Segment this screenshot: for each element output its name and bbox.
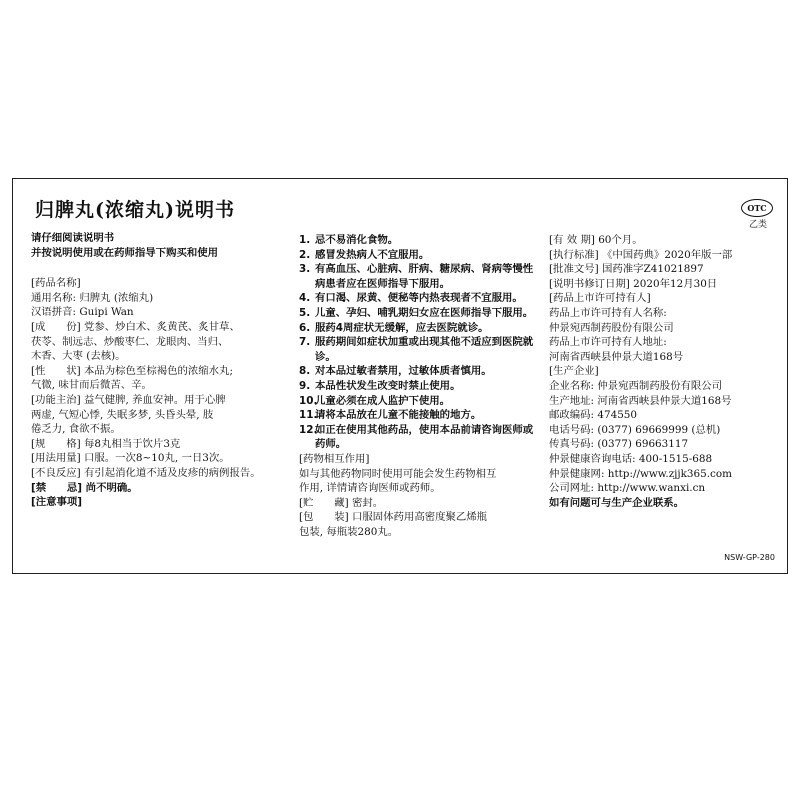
precaution-item [299, 423, 539, 452]
precaution-number: 1. [299, 234, 311, 246]
precaution-item [299, 394, 539, 409]
precaution-text: 对本品过敏者禁用，过敏体质者慎用。 [315, 365, 492, 378]
precaution-text: 服药期间如症状加重或出现其他不适应到医院就诊。 [315, 336, 534, 363]
right-text-line: [药品上市许可持有人] [549, 292, 651, 305]
precaution-item [299, 364, 539, 379]
left-text-line: [成 份] 党参、炒白术、炙黄芪、炙甘草、 [31, 320, 240, 333]
middle-text-line: 包装, 每瓶装280丸。 [299, 525, 399, 538]
right-text-line: 药品上市许可持有人名称: [549, 306, 667, 319]
precaution-number: 5. [299, 306, 311, 319]
interaction-storage-package [299, 452, 539, 540]
precaution-number: 10. [299, 394, 318, 407]
right-text-line: 生产地址: 河南省西峡县仲景大道168号 [549, 394, 732, 407]
precautions-list [299, 233, 539, 452]
right-text-line: 仲景健康咨询电话: 400-1515-688 [549, 452, 713, 465]
precaution-number: 4. [299, 292, 311, 305]
precaution-number: 8. [299, 365, 311, 378]
precaution-text: 有口渴、尿黄、便秘等内热表现者不宜服用。 [315, 292, 523, 305]
left-text-line: [药品名称] [31, 277, 81, 290]
precaution-text: 儿童、孕妇、哺乳期妇女应在医师指导下服用。 [315, 306, 534, 319]
precaution-item [299, 335, 539, 364]
precaution-text: 忌不易消化食物。 [315, 234, 399, 246]
left-text-line: [性 状] 本品为棕色至棕褐色的浓缩水丸; [31, 364, 233, 377]
left-text-line: [不良反应] 有引起消化道不适及皮疹的病例报告。 [31, 466, 261, 479]
precaution-item [299, 262, 539, 291]
left-text-line: [用法用量] 口服。一次8~10丸, 一日3次。 [31, 452, 230, 465]
document-code: NSW-GP-280 [724, 553, 775, 562]
right-text-line: [有 效 期] 60个月。 [549, 234, 643, 246]
precaution-number: 7. [299, 336, 311, 349]
left-text-line: 倦乏力, 食欲不振。 [31, 423, 121, 436]
right-text-line: 传真号码: (0377) 69663117 [549, 438, 689, 451]
right-text-line: 仲景宛西制药股份有限公司 [549, 321, 674, 334]
precaution-text: 有高血压、心脏病、肝病、糖尿病、肾病等慢性病患者应在医师指导下服用。 [315, 263, 534, 290]
precaution-item [299, 248, 539, 263]
precaution-item [299, 291, 539, 306]
precaution-number: 12. [299, 423, 318, 436]
document-title: 归脾丸(浓缩丸)说明书 [35, 199, 235, 221]
left-text-line: 汉语拼音: Guipi Wan [31, 306, 134, 319]
right-text-line: 电话号码: (0377) 69669999 (总机) [549, 423, 721, 436]
precaution-number: 11. [299, 409, 318, 422]
precaution-text: 请将本品放在儿童不能接触的地方。 [315, 409, 482, 422]
read-notice-line: 并按说明使用或在药师指导下购买和使用 [31, 246, 219, 259]
left-text-line: 通用名称: 归脾丸 (浓缩丸) [31, 291, 154, 304]
precaution-text: 儿童必须在成人监护下使用。 [315, 394, 451, 407]
middle-text-line: [贮 藏] 密封。 [299, 496, 384, 509]
precaution-item [299, 306, 539, 321]
precaution-number: 9. [299, 379, 311, 392]
middle-text-line: [包 装] 口服固体药用高密度聚乙烯瓶 [299, 511, 488, 524]
right-text-line: [执行标准] 《中国药典》2020年版一部 [549, 248, 733, 261]
left-text-line: 气微, 味甘而后微苦、辛。 [31, 379, 152, 392]
precaution-text: 感冒发热病人不宜服用。 [315, 248, 430, 261]
left-text-line: [注意事项] [31, 496, 83, 509]
right-text-line: 企业名称: 仲景宛西制药股份有限公司 [549, 379, 723, 392]
precaution-item [299, 408, 539, 423]
precaution-number: 2. [299, 248, 311, 261]
instruction-leaflet [12, 178, 788, 574]
precaution-text: 如正在使用其他药品，使用本品前请咨询医师或药师。 [315, 423, 534, 451]
left-text-line: 两虚, 气短心悸, 失眠多梦, 头昏头晕, 肢 [31, 408, 214, 421]
right-text-line: [生产企业] [549, 365, 599, 378]
left-text-line: 木香、大枣 (去核)。 [31, 350, 126, 363]
right-text-line: 仲景健康网: http://www.zjjk365.com [549, 467, 732, 480]
otc-category: 乙类 [748, 220, 767, 230]
left-section-list [31, 276, 285, 510]
right-text-line: 邮政编码: 474550 [549, 409, 638, 422]
right-text-line: 药品上市许可持有人地址: [549, 336, 667, 349]
read-notice-line: 请仔细阅读说明书 [31, 232, 115, 244]
right-text-line: [说明书修订日期] 2020年12月30日 [549, 277, 718, 290]
precaution-item [299, 379, 539, 394]
right-text-line: [批准文号] 国药准字Z41021897 [549, 263, 704, 276]
precaution-item [299, 321, 539, 336]
precaution-item [299, 233, 539, 248]
middle-text-line: [药物相互作用] [299, 452, 370, 465]
right-column [549, 233, 781, 510]
right-text-line: 公司网址: http://www.wanxi.cn [549, 482, 706, 495]
left-text-line: [规 格] 每8丸相当于饮片3克 [31, 437, 181, 450]
precaution-text: 服药4周症状无缓解，应去医院就诊。 [315, 321, 489, 334]
right-text-line: 如有问题可与生产企业联系。 [549, 496, 685, 509]
middle-text-line: 如与其他药物同时使用可能会发生药物相互 [299, 467, 497, 480]
left-text-line: 茯苓、制远志、炒酸枣仁、龙眼肉、当归、 [31, 335, 229, 348]
left-text-line: [禁 忌] 尚不明确。 [31, 481, 138, 494]
right-section-list [549, 233, 781, 510]
left-text-line: [功能主治] 益气健脾, 养血安神。用于心脾 [31, 393, 226, 406]
middle-column [299, 233, 539, 539]
precaution-text: 本品性状发生改变时禁止使用。 [315, 379, 461, 392]
precaution-number: 3. [299, 263, 311, 276]
left-column [31, 231, 285, 510]
precaution-number: 6. [299, 321, 311, 334]
right-text-line: 河南省西峡县仲景大道168号 [549, 350, 684, 363]
otc-badge: OTC [741, 199, 773, 217]
middle-text-line: 作用, 详情请咨询医师或药师。 [299, 482, 441, 495]
